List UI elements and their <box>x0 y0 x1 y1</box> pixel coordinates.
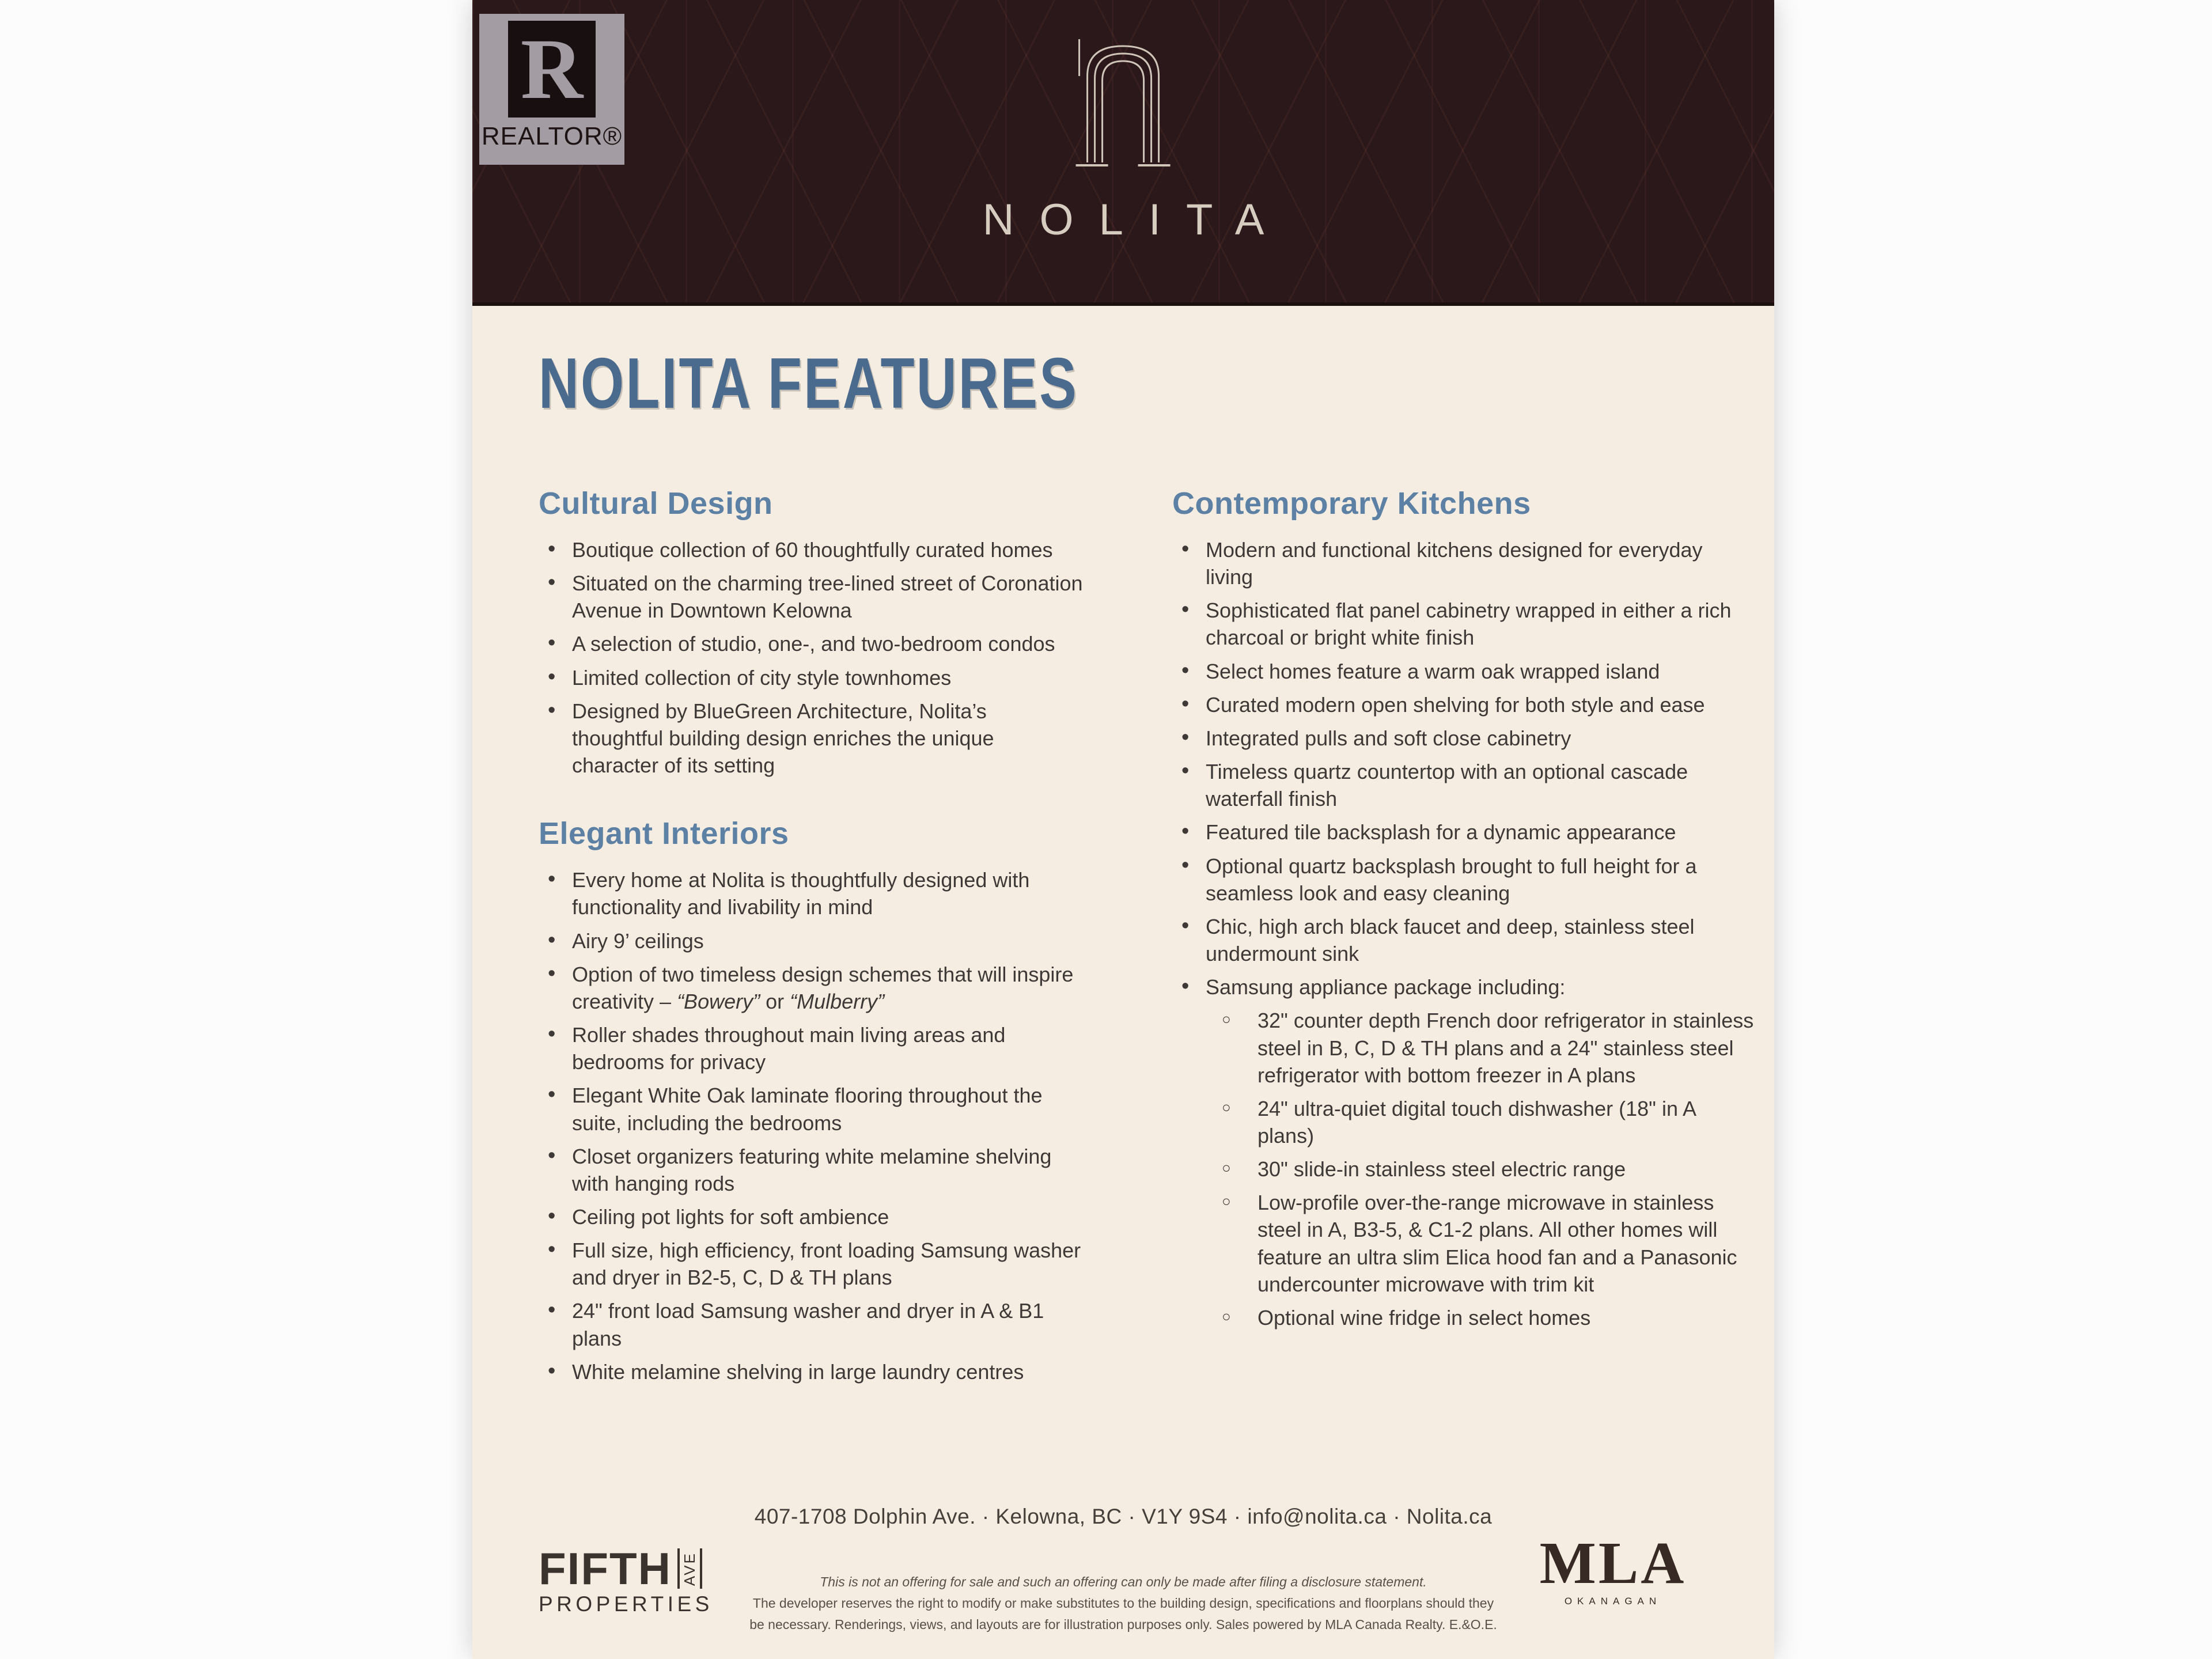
feature-item: • Full size, high efficiency, front loading Samsung washer and dryer in B2-5, C, D & TH plans <box>539 1237 1083 1291</box>
disclaimer-line: This is not an offering for sale and such an offering can only be made after filing a disclosure statement. <box>820 1574 1427 1589</box>
appliance-sub-item: ○ 24" ultra-quiet digital touch dishwasher (18" in A plans) <box>1206 1095 1754 1149</box>
feature-item: • A selection of studio, one-, and two-bedroom condos <box>539 630 1083 657</box>
mla-okanagan-logo <box>1515 1530 1711 1607</box>
feature-item: • Every home at Nolita is thoughtfully designed with functionality and livability in mind <box>539 866 1083 921</box>
feature-item: • Airy 9’ ceilings <box>539 927 1083 955</box>
design-scheme-mulberry: “Mulberry” <box>790 989 885 1013</box>
appliance-sub-item: ○ 30" slide-in stainless steel electric range <box>1206 1156 1754 1183</box>
feature-item: • Limited collection of city style townhomes <box>539 664 1083 691</box>
feature-item: • Chic, high arch black faucet and deep, stainless steel undermount sink <box>1172 913 1754 967</box>
section-contemporary-kitchens <box>1172 486 1754 1331</box>
appliance-sub-item: ○ Low-profile over-the-range microwave in stainless steel in A, B3-5, & C1-2 plans. All other homes will feature an ultra slim Elica hood fan and a Panasonic undercounter microwave with trim kit <box>1206 1189 1754 1298</box>
fifth-word: FIFTH <box>539 1543 672 1594</box>
properties-word: PROPERTIES <box>539 1592 713 1616</box>
feature-item: • Timeless quartz countertop with an optional cascade waterfall finish <box>1172 758 1754 812</box>
section-elegant-interiors <box>539 816 1083 1385</box>
disclaimer-line: The developer reserves the right to modify or make substitutes to the building design, specifications and floorplans should they <box>752 1595 1494 1611</box>
feature-sheet <box>472 0 1774 1659</box>
appliance-sub-item: ○ Optional wine fridge in select homes <box>1206 1304 1754 1331</box>
legal-disclaimer <box>720 1571 1527 1635</box>
feature-item: • Curated modern open shelving for both style and ease <box>1172 691 1754 718</box>
contact-address: 407-1708 Dolphin Ave. · Kelowna, BC · V1Y 9S4 · info@nolita.ca · Nolita.ca <box>754 1505 1493 1528</box>
feature-item <box>1172 974 1754 1331</box>
feature-item: • Boutique collection of 60 thoughtfully curated homes <box>539 536 1083 563</box>
left-column <box>539 486 1083 1392</box>
feature-item: • Modern and functional kitchens designed for everyday living <box>1172 536 1754 590</box>
feature-item: • Roller shades throughout main living areas and bedrooms for privacy <box>539 1021 1083 1075</box>
elegant-interiors-list <box>539 866 1083 1385</box>
ave-box <box>677 1548 702 1589</box>
feature-item-text: Samsung appliance package including: <box>1206 975 1566 999</box>
section-cultural-design <box>539 486 1083 779</box>
feature-item: • Situated on the charming tree-lined street of Coronation Avenue in Downtown Kelowna <box>539 570 1083 624</box>
header-band <box>472 0 1774 306</box>
ave-word: AVE <box>680 1551 698 1586</box>
appliance-package-sublist <box>1206 1007 1754 1331</box>
feature-item-text: Option of two timeless design schemes that will inspire creativity – <box>572 962 1074 1013</box>
brand-name: NOLITA <box>982 195 1290 244</box>
section-heading: Elegant Interiors <box>539 816 789 851</box>
feature-item-text: or <box>760 989 790 1013</box>
feature-item: • Ceiling pot lights for soft ambience <box>539 1203 1083 1230</box>
right-column <box>1172 486 1754 1338</box>
feature-item: • 24" front load Samsung washer and dryer in A & B1 plans <box>539 1297 1083 1351</box>
nolita-brand <box>957 35 1290 245</box>
realtor-label: REALTOR® <box>481 122 623 150</box>
contemporary-kitchens-list <box>1172 536 1754 1331</box>
feature-item: • Select homes feature a warm oak wrapped island <box>1172 658 1754 685</box>
feature-item: • Optional quartz backsplash brought to full height for a seamless look and easy cleaning <box>1172 853 1754 907</box>
feature-item: • Elegant White Oak laminate flooring throughout the suite, including the bedrooms <box>539 1082 1083 1136</box>
feature-item: • Designed by BlueGreen Architecture, Nolita’s thoughtful building design enriches the unique character of its setting <box>539 698 1083 779</box>
mla-region: OKANAGAN <box>1564 1596 1662 1607</box>
feature-item: • Integrated pulls and soft close cabinetry <box>1172 725 1754 752</box>
fifth-ave-properties-logo <box>539 1543 713 1616</box>
mla-name: MLA <box>1539 1530 1687 1596</box>
realtor-r-icon: R <box>508 21 596 118</box>
feature-item: • White melamine shelving in large laundry centres <box>539 1358 1083 1385</box>
section-heading: Contemporary Kitchens <box>1172 486 1531 521</box>
appliance-sub-item: ○ 32" counter depth French door refrigerator in stainless steel in B, C, D & TH plans and a 24" stainless steel refrigerator with bottom freezer in A plans <box>1206 1007 1754 1088</box>
section-heading: Cultural Design <box>539 486 773 521</box>
nolita-arch-icon <box>1071 35 1175 179</box>
disclaimer-line: be necessary. Renderings, views, and layouts are for illustration purposes only. Sales powered by MLA Canada Realty. E.&O.E. <box>749 1616 1497 1632</box>
page-title: NOLITA FEATURES <box>539 344 1078 423</box>
feature-item: • Closet organizers featuring white melamine shelving with hanging rods <box>539 1143 1083 1197</box>
feature-item: • Sophisticated flat panel cabinetry wrapped in either a rich charcoal or bright white finish <box>1172 597 1754 651</box>
feature-item <box>539 961 1083 1015</box>
realtor-logo <box>479 14 624 165</box>
feature-item: • Featured tile backsplash for a dynamic appearance <box>1172 819 1754 846</box>
design-scheme-bowery: “Bowery” <box>677 989 760 1013</box>
cultural-design-list <box>539 536 1083 779</box>
